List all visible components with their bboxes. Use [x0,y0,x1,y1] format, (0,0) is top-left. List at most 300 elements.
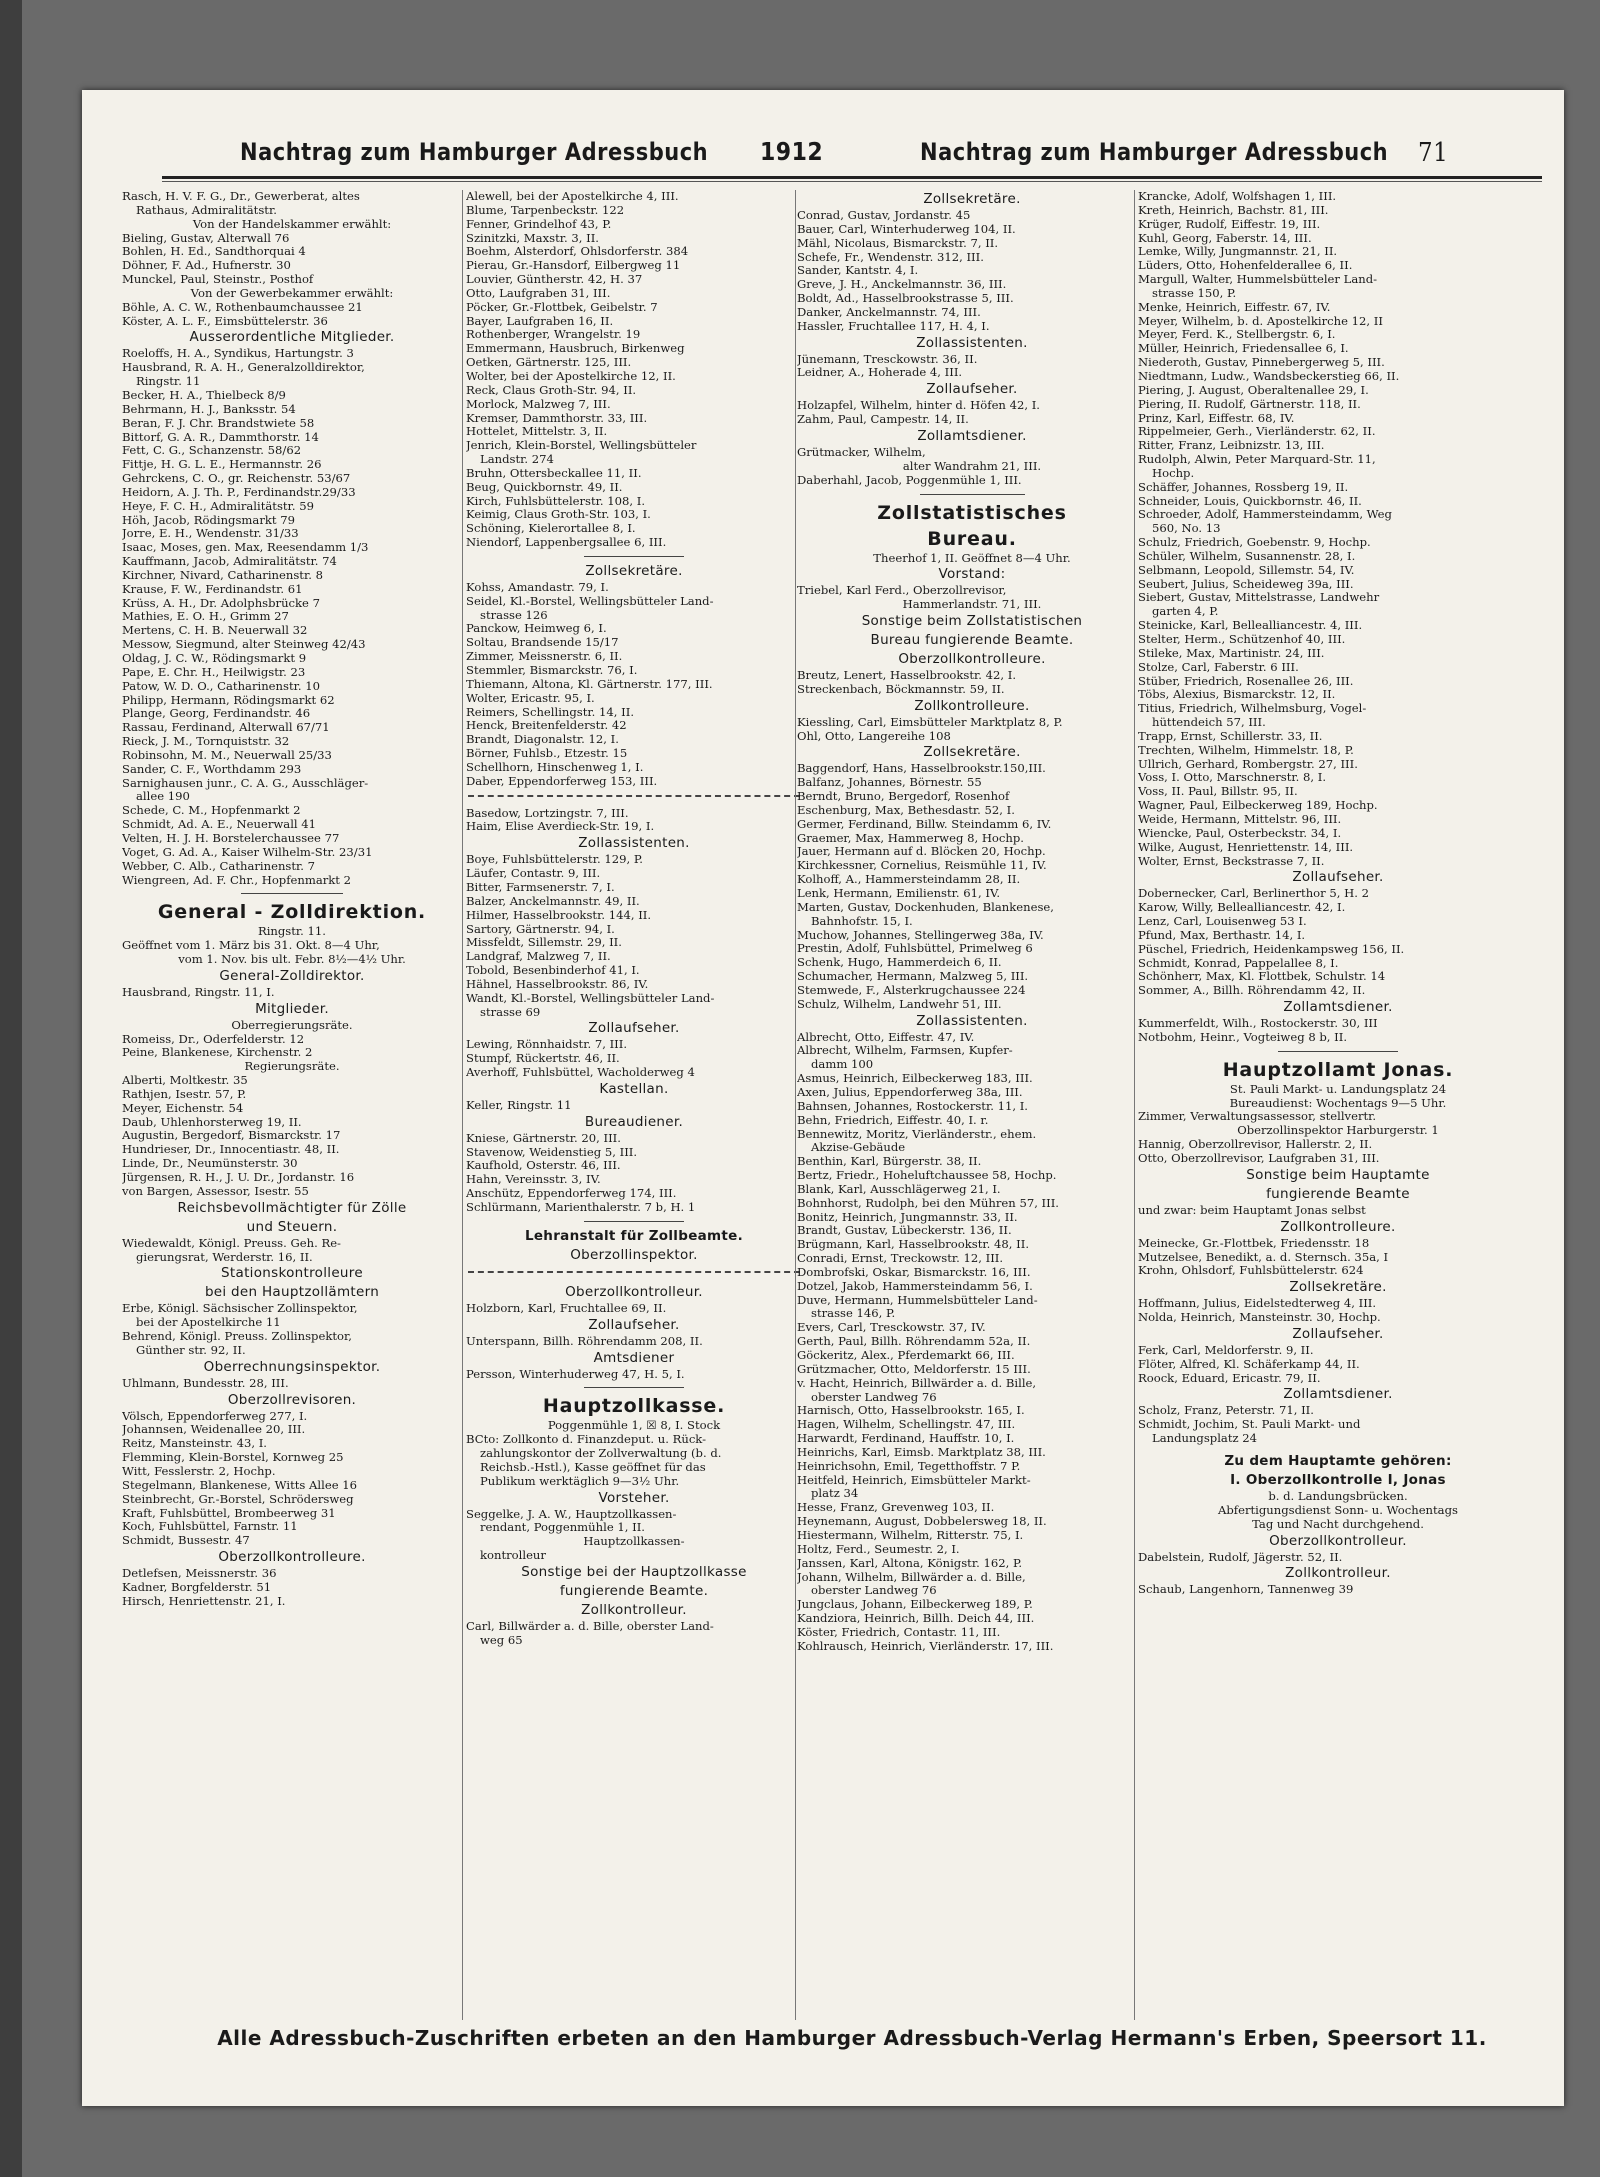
section-heading: Zollkontrolleure. [1280,1218,1396,1235]
directory-entry: Blume, Tarpenbeckstr. 122 [466,202,625,217]
directory-entry: Voss, II. Paul, Billstr. 95, II. [1138,784,1298,799]
section-heading: Oberrechnungsinspektor. [203,1358,381,1375]
page-footer: Alle Adressbuch-Zuschriften erbeten an den Hamburger Adressbuch-Verlag Hermann's Erben, Speersort 11. [217,2026,1487,2050]
directory-entry: Averhoff, Fuhlsbüttel, Wacholderweg 4 [466,1065,695,1080]
directory-entry: weg 65 [480,1632,523,1647]
separator-rule [797,488,1147,500]
directory-entry: Püschel, Friedrich, Heidenkampsweg 156, II. [1138,941,1405,956]
directory-entry: Danker, Anckelmannstr. 74, III. [797,304,981,319]
directory-entry: Hagen, Wilhelm, Schellingstr. 47, III. [797,1417,1016,1432]
directory-entry: Bahnsen, Johannes, Rostockerstr. 11, I. [797,1098,1028,1113]
section-heading: Sonstige bei der Hauptzollkasse [521,1563,747,1580]
separator-rule [468,1271,800,1277]
directory-entry: Rasch, H. V. F. G., Dr., Gewerberat, altes [122,190,360,203]
directory-entry: Oberregierungsräte. [231,1017,353,1032]
directory-entry: Steinbrecht, Gr.-Borstel, Schrödersweg [122,1491,354,1506]
directory-entry: Landgraf, Malzweg 7, II. [466,949,611,964]
directory-entry: Margull, Walter, Hummelsbütteler Land- [1138,272,1378,287]
directory-entry: Harnisch, Otto, Hasselbrookstr. 165, I. [797,1403,1025,1418]
directory-entry: Jungclaus, Johann, Eilbeckerweg 189, P. [797,1597,1033,1612]
directory-entry: Rippelmeier, Gerh., Vierländerstr. 62, II. [1138,424,1376,439]
directory-entry: Fittje, H. G. L. E., Hermannstr. 26 [122,457,322,472]
directory-entry: Rudolph, Alwin, Peter Marquard-Str. 11, [1138,452,1376,467]
section-heading: Zollassistenten. [916,334,1028,351]
directory-entry: Reck, Claus Groth-Str. 94, II. [466,382,637,397]
directory-entry: Hesse, Franz, Grevenweg 103, II. [797,1500,995,1515]
directory-entry: Rathaus, Admiralitätstr. [136,202,277,217]
directory-entry: Isaac, Moses, gen. Max, Reesendamm 1/3 [122,540,369,555]
directory-entry: Niederoth, Gustav, Pinnebergerweg 5, III. [1138,355,1385,370]
directory-entry: Börner, Fuhlsb., Etzestr. 15 [466,746,628,761]
directory-entry: Boldt, Ad., Hasselbrookstrasse 5, III. [797,291,1014,306]
directory-entry: rendant, Poggenmühle 1, II. [480,1520,645,1535]
directory-entry: Müller, Heinrich, Friedensallee 6, I. [1138,341,1349,356]
directory-entry: Behrmann, H. J., Banksstr. 54 [122,401,296,416]
directory-entry: Webber, C. Alb., Catharinenstr. 7 [122,858,316,873]
directory-entry: Velten, H. J. H. Borstelerchaussee 77 [122,830,340,845]
directory-entry: Hoffmann, Julius, Eidelstedterweg 4, III. [1138,1296,1377,1311]
directory-entry: und zwar: beim Hauptamt Jonas selbst [1138,1202,1366,1217]
directory-entry: Stüber, Friedrich, Rosenallee 26, III. [1138,673,1354,688]
directory-entry: kontrolleur [480,1548,546,1563]
directory-entry: Muchow, Johannes, Stellingerweg 38a, IV. [797,927,1044,942]
directory-entry: Tobold, Besenbinderhof 41, I. [466,963,640,978]
directory-entry: Sartory, Gärtnerstr. 94, I. [466,921,615,936]
section-heading: Vorstand: [938,566,1006,583]
directory-entry: Ringstr. 11 [136,374,201,389]
scan-edge [0,0,22,2177]
directory-entry: Schneider, Louis, Quickbornstr. 46, II. [1138,493,1362,508]
directory-entry: Schroeder, Adolf, Hammersteindamm, Weg [1138,507,1392,522]
directory-entry: Stumpf, Rückertstr. 46, II. [466,1051,620,1066]
directory-entry: Jauer, Hermann auf d. Blöcken 20, Hochp. [797,844,1046,859]
directory-entry: Dabelstein, Rudolf, Jägerstr. 52, II. [1138,1549,1343,1564]
directory-entry: Linde, Dr., Neumünsterstr. 30 [122,1156,298,1171]
directory-entry: Heitfeld, Heinrich, Eimsbütteler Markt- [797,1472,1031,1487]
section-heading: fungierende Beamte [1266,1185,1410,1202]
directory-entry: Krohn, Ohlsdorf, Fuhlsbüttelerstr. 624 [1138,1263,1364,1278]
directory-entry: Beug, Quickbornstr. 49, II. [466,479,623,494]
directory-entry: Menke, Heinrich, Eiffestr. 67, IV. [1138,299,1331,314]
directory-entry: Steinicke, Karl, Belleallianсestr. 4, III. [1138,618,1363,633]
directory-entry: Bohnhorst, Rudolph, bei den Mühren 57, III. [797,1195,1059,1210]
directory-entry: BCto: Zollkonto d. Finanzdeput. u. Rück- [466,1432,707,1447]
section-heading: Zollsekretäre. [923,191,1021,207]
directory-entry: Behn, Friedrich, Eiffestr. 40, I. r. [797,1112,989,1127]
directory-entry: Schaub, Langenhorn, Tannenweg 39 [1138,1582,1354,1597]
column-1 [122,190,462,2020]
directory-entry: Holzborn, Karl, Fruchtallee 69, II. [466,1300,667,1315]
directory-entry: Greve, J. H., Anckelmannstr. 36, III. [797,277,1007,292]
directory-entry: Boehm, Alsterdorf, Ohlsdorferstr. 384 [466,244,689,259]
section-heading: Vorsteher. [598,1489,670,1506]
header-rule [162,176,1542,179]
directory-entry: Ritter, Franz, Leibnizstr. 13, III. [1138,438,1325,453]
directory-entry: platz 34 [811,1486,859,1501]
directory-entry: Patow, W. D. O., Catharinenstr. 10 [122,678,321,693]
directory-entry: Baggendorf, Hans, Hasselbrookstr.150,III. [797,761,1046,776]
directory-entry: alter Wandrahm 21, III. [902,458,1042,473]
directory-entry: Oberzollinspektor Harburgerstr. 1 [1237,1123,1439,1138]
directory-entry: Kremser, Dammthorstr. 33, III. [466,410,648,425]
directory-entry: Wiedewaldt, Königl. Preuss. Geh. Re- [122,1235,341,1250]
section-heading: Sonstige beim Zollstatistischen [861,613,1083,630]
directory-entry: Köster, Friedrich, Contastr. 11, III. [797,1624,1001,1639]
directory-entry: Publikum werktäglich 9—3½ Uhr. [480,1473,680,1488]
directory-entry: Heinrichs, Karl, Eimsb. Marktplatz 38, III. [797,1444,1046,1459]
directory-entry: Landungsplatz 24 [1152,1431,1258,1446]
directory-entry: Robinsohn, M. M., Neuerwall 25/33 [122,747,332,762]
directory-entry: Kadner, Borgfelderstr. 51 [122,1579,272,1594]
directory-entry: damm 100 [811,1057,874,1072]
column-divider [462,190,463,2020]
directory-entry: strasse 69 [480,1004,541,1019]
directory-entry: Schenk, Hugo, Hammerdeich 6, II. [797,955,1002,970]
directory-entry: Piering, II. Rudolf, Gärtnerstr. 118, II. [1138,396,1361,411]
directory-entry: Bureaudienst: Wochentags 9—5 Uhr. [1229,1095,1447,1110]
directory-entry: Von der Gewerbekammer erwählt: [190,285,394,300]
directory-entry: Kreth, Heinrich, Bachstr. 81, III. [1138,202,1329,217]
directory-entry: Munckel, Paul, Steinstr., Posthof [122,272,314,287]
directory-entry: Hottelet, Mittelstr. 3, II. [466,424,608,439]
directory-entry: oberster Landweg 76 [811,1389,937,1404]
directory-entry: Lemke, Willy, Jungmannstr. 21, II. [1138,244,1338,259]
directory-entry: Mathies, E. O. H., Grimm 27 [122,609,289,624]
directory-entry: Selbmann, Leopold, Sillemstr. 54, IV. [1138,562,1355,577]
directory-entry: Stemmler, Bismarckstr. 76, I. [466,663,638,677]
directory-entry: Bruhn, Ottersbeckallee 11, II. [466,465,642,480]
directory-entry: Karow, Willy, Bellealliancestr. 42, I. [1138,900,1346,915]
directory-entry: Bayer, Laufgraben 16, II. [466,313,614,328]
directory-entry: Seggelke, J. A. W., Hauptzollkassen- [466,1506,677,1521]
section-heading: Ausserordentliche Mitglieder. [189,329,395,346]
directory-entry: Seidel, Kl.-Borstel, Wellingsbütteler Land- [466,593,714,608]
directory-entry: allee 190 [136,789,190,804]
directory-entry: Streckenbach, Böckmannstr. 59, II. [797,681,1005,696]
directory-entry: Wolter, bei der Apostelkirche 12, II. [466,368,676,383]
page-number: 71 [1418,138,1449,168]
directory-entry: Haim, Elise Averdieck-Str. 19, I. [466,819,655,834]
directory-entry: Bauer, Carl, Winterhuderweg 104, II. [797,221,1016,236]
section-heading: Oberzollkontrolleure. [218,1549,366,1566]
directory-entry: Bertz, Friedr., Hoheluftchaussee 58, Hochp. [797,1168,1057,1183]
directory-entry: Boye, Fuhlsbüttelerstr. 129, P. [466,852,643,867]
directory-entry: Hochp. [1152,465,1195,480]
directory-entry: Pape, E. Chr. H., Heilwigstr. 23 [122,664,306,679]
directory-entry: 560, No. 13 [1152,521,1221,536]
directory-entry: Heynemann, August, Dobbelersweg 18, II. [797,1514,1047,1529]
directory-entry: Grütmacker, Wilhelm, [797,444,926,459]
directory-entry: Ohl, Otto, Langereihe 108 [797,728,951,743]
directory-entry: Schönherr, Max, Kl. Flottbek, Schulstr. 14 [1138,969,1386,984]
directory-entry: Soltau, Brandsende 15/17 [466,635,619,650]
directory-entry: Göckeritz, Alex., Pferdemarkt 66, III. [797,1348,1015,1362]
header-rule-thin [162,181,1542,182]
directory-entry: Meinecke, Gr.-Flottbek, Friedensstr. 18 [1138,1235,1370,1250]
directory-entry: zahlungskontor der Zollverwaltung (b. d. [480,1446,722,1461]
section-heading: Zollaufseher. [926,381,1018,398]
directory-entry: Marten, Gustav, Dockenhuden, Blankenese, [797,899,1054,914]
section-heading: Mitglieder. [255,1000,329,1017]
section-heading: Zollamtsdiener. [1283,999,1393,1016]
directory-entry: Siebert, Gustav, Mittelstrasse, Landwehr [1138,590,1380,605]
directory-entry: strasse 126 [480,607,548,622]
directory-entry: von Bargen, Assessor, Isestr. 55 [122,1183,309,1198]
directory-entry: Ringstr. 11. [257,924,326,939]
directory-entry: Asmus, Heinrich, Eilbeckerweg 183, III. [797,1071,1033,1086]
directory-entry: Mutzelsee, Benedikt, a. d. Sternsch. 35a, I [1138,1249,1389,1264]
directory-entry: Hausbrand, R. A. H., Generalzolldirektor, [122,360,365,375]
directory-entry: Von der Handelskammer erwählt: [192,216,392,231]
section-heading: Zollaufseher. [1292,869,1384,886]
directory-entry: Rieck, J. M., Tornquiststr. 32 [122,734,290,749]
directory-entry: Schmidt, Bussestr. 47 [122,1533,250,1548]
directory-entry: Jünemann, Tresckowstr. 36, II. [797,351,978,366]
directory-entry: Wiengreen, Ad. F. Chr., Hopfenmarkt 2 [122,872,352,887]
directory-entry: Läufer, Contastr. 9, III. [466,866,601,881]
directory-entry: Gehrckens, C. O., gr. Reichenstr. 53/67 [122,471,351,486]
directory-entry: Ullrich, Gerhard, Rombergstr. 27, III. [1138,756,1358,771]
directory-entry: Kaufhold, Osterstr. 46, III. [466,1158,621,1173]
directory-entry: gierungsrat, Werderstr. 16, II. [136,1249,313,1264]
section-heading: Bureaudiener. [584,1113,684,1130]
directory-entry: Bennewitz, Moritz, Vierländerstr., ehem. [797,1126,1037,1141]
directory-entry: Johann, Wilhelm, Billwärder a. d. Bille, [797,1569,1026,1584]
section-heading: Zu dem Hauptamte gehören: [1224,1452,1452,1469]
directory-entry: Missfeldt, Sillemstr. 29, II. [466,935,622,950]
directory-entry: Janssen, Karl, Altona, Königstr. 162, P. [797,1555,1023,1570]
directory-entry: St. Pauli Markt- u. Landungsplatz 24 [1229,1081,1447,1096]
directory-entry: Balfanz, Johannes, Börnestr. 55 [797,775,982,790]
directory-entry: Augustin, Bergedorf, Bismarckstr. 17 [122,1128,341,1143]
directory-entry: Evers, Carl, Tresckowstr. 37, IV. [797,1320,986,1335]
directory-entry: Plange, Georg, Ferdinandstr. 46 [122,706,311,721]
directory-entry: Bohlen, H. Ed., Sandthorquai 4 [122,244,306,259]
directory-entry: Basedow, Lortzingstr. 7, III. [466,805,629,820]
section-heading: Zollkontrolleure. [914,697,1030,714]
directory-entry: Berndt, Bruno, Bergedorf, Rosenhof [797,789,1010,804]
section-heading: Zollaufseher. [588,1316,680,1333]
directory-entry: Heinrichsohn, Emil, Tegetthoffstr. 7 P. [797,1458,1021,1473]
directory-entry: Holtz, Ferd., Seumestr. 2, I. [797,1541,960,1556]
directory-entry: Hähnel, Hasselbrookstr. 86, IV. [466,976,649,991]
header-title-right: Nachtrag zum Hamburger Adressbuch [920,138,1389,166]
directory-entry: Unterspann, Billh. Röhrendamm 208, II. [466,1333,703,1348]
directory-entry: Niedtmann, Ludw., Wandsbeckerstieg 66, II. [1138,368,1400,383]
directory-entry: Conrad, Gustav, Jordanstr. 45 [797,208,971,222]
section-heading: Zollstatistisches [877,501,1067,524]
directory-entry: Kirch, Fuhlsbüttelerstr. 108, I. [466,493,646,508]
directory-entry: Kuhl, Georg, Faberstr. 14, III. [1138,230,1312,245]
section-heading: fungierende Beamte. [559,1582,709,1599]
column-2 [466,190,802,2020]
section-heading: Zollkontrolleur. [1285,1565,1391,1582]
directory-entry: Kniese, Gärtnerstr. 20, III. [466,1130,621,1145]
directory-entry: Panckow, Heimweg 6, I. [466,621,607,636]
directory-entry: Dotzel, Jakob, Hammersteindamm 56, I. [797,1278,1033,1293]
directory-entry: Kummerfeldt, Wilh., Rostockerstr. 30, III [1138,1016,1378,1031]
directory-entry: Peine, Blankenese, Kirchenstr. 2 [122,1045,313,1060]
section-heading: Reichsbevollmächtigter für Zölle [177,1199,407,1216]
directory-entry: Sommer, A., Billh. Röhrendamm 42, II. [1138,983,1366,998]
directory-entry: Bahnhofstr. 15, I. [811,913,913,928]
section-heading: Bureau fungierende Beamte. [870,632,1074,649]
directory-entry: Zahm, Paul, Campestr. 14, II. [797,412,969,427]
directory-entry: Philipp, Hermann, Rödingsmarkt 62 [122,692,335,707]
directory-entry: Eschenburg, Max, Bethesdastr. 52, I. [797,802,1015,817]
directory-entry: strasse 150, P. [1152,285,1237,300]
directory-entry: Regierungsräte. [244,1059,340,1074]
directory-entry: Mähl, Nicolaus, Bismarckstr. 7, II. [797,235,999,250]
separator-rule [466,550,802,562]
directory-entry: Henck, Breitenfelderstr. 42 [466,718,627,733]
directory-entry: Dombrofski, Oskar, Bismarckstr. 16, III. [797,1264,1031,1279]
directory-entry: Kirchner, Nivard, Catharinenstr. 8 [122,567,323,582]
section-heading: Stationskontrolleure [221,1265,363,1282]
directory-entry: Hammerlandstr. 71, III. [902,597,1042,612]
directory-entry: bei der Apostelkirche 11 [136,1315,281,1330]
directory-entry: Reimers, Schellingstr. 14, II. [466,704,635,719]
section-heading: Oberzollkontrolleur. [565,1283,703,1300]
directory-entry: strasse 146, P. [811,1306,896,1321]
directory-entry: Kraft, Fuhlsbüttel, Brombeerweg 31 [122,1505,336,1520]
directory-entry: Ferk, Carl, Meldorferstr. 9, II. [1138,1342,1314,1357]
directory-entry: Brandt, Diagonalstr. 12, I. [466,732,619,747]
directory-entry: Kohlrausch, Heinrich, Vierländerstr. 17, III. [797,1638,1054,1653]
directory-entry: Meyer, Wilhelm, b. d. Apostelkirche 12, II [1138,313,1383,328]
directory-entry: Schumacher, Hermann, Malzweg 5, III. [797,969,1029,984]
directory-entry: Schlürmann, Marienthalerstr. 7 b, H. 1 [466,1200,696,1214]
directory-entry: Triebel, Karl Ferd., Oberzollrevisor, [797,583,1007,598]
directory-entry: Holzapfel, Wilhelm, hinter d. Höfen 42, I. [797,398,1040,413]
directory-entry: Koch, Fuhlsbüttel, Farnstr. 11 [122,1519,298,1534]
directory-entry: Trapp, Ernst, Schillerstr. 33, II. [1138,728,1323,743]
section-heading: I. Oberzollkontrolle I, Jonas [1230,1471,1446,1488]
directory-entry: Johannsen, Weidenallee 20, III. [122,1422,306,1437]
section-heading: Zollsekretäre. [585,562,683,579]
section-heading: Oberzollinspektor. [570,1246,698,1263]
directory-entry: Flöter, Alfred, Kl. Schäferkamp 44, II. [1138,1356,1360,1371]
directory-entry: Töbs, Alexius, Bismarckstr. 12, II. [1138,687,1336,702]
directory-entry: Wolter, Ericastr. 95, I. [466,690,595,705]
directory-entry: Brügmann, Karl, Hasselbrookstr. 48, II. [797,1237,1030,1252]
directory-entry: Reichsb.-Hstl.), Kasse geöffnet für das [480,1459,706,1474]
directory-entry: Wiencke, Paul, Osterbeckstr. 34, I. [1138,825,1342,840]
section-heading: Hauptzollamt Jonas. [1222,1058,1454,1081]
directory-entry: Sander, Kantstr. 4, I. [797,263,919,278]
directory-entry: Wilke, August, Henriettenstr. 14, III. [1138,839,1354,854]
directory-entry: Kohss, Amandastr. 79, I. [466,579,609,594]
directory-entry: Fenner, Grindelhof 43, P. [466,216,612,231]
directory-entry: Stegelmann, Blankenese, Witts Allee 16 [122,1477,357,1492]
directory-entry: Benthin, Karl, Bürgerstr. 38, II. [797,1154,982,1169]
section-heading: Oberzollrevisoren. [227,1391,357,1408]
section-heading: Zollsekretäre. [1289,1279,1387,1296]
directory-entry: Beran, F. J. Chr. Brandstwiete 58 [122,415,315,430]
directory-entry: Schöning, Kielerortallee 8, I. [466,521,636,536]
directory-entry: Reitz, Mansteinstr. 43, I. [122,1436,267,1451]
directory-entry: Abfertigungsdienst Sonn- u. Wochentags [1218,1502,1458,1517]
directory-entry: Notbohm, Heinr., Vogteiweg 8 b, II. [1138,1029,1348,1044]
directory-entry: Kandziora, Heinrich, Billh. Deich 44, III. [797,1611,1035,1626]
directory-entry: Blank, Karl, Ausschlägerweg 21, I. [797,1181,1001,1196]
separator-rule [466,1381,802,1393]
directory-entry: Hilmer, Hasselbrookstr. 144, II. [466,907,652,922]
directory-entry: Uhlmann, Bundesstr. 28, III. [122,1375,289,1390]
directory-entry: Hiestermann, Wilhelm, Ritterstr. 75, I. [797,1527,1024,1542]
directory-entry: Flemming, Klein-Borstel, Kornweg 25 [122,1450,344,1465]
directory-entry: Schmidt, Jochim, St. Pauli Markt- und [1138,1417,1361,1432]
separator-rule [468,795,800,801]
directory-entry: Harwardt, Ferdinand, Hauffstr. 10, I. [797,1431,1015,1446]
directory-entry: Carl, Billwärder a. d. Bille, oberster Land- [466,1618,714,1633]
section-heading: General-Zolldirektor. [219,967,365,984]
directory-entry: Jürgensen, R. H., J. U. Dr., Jordanstr. 16 [122,1170,355,1184]
section-heading: Zollaufseher. [588,1020,680,1037]
directory-entry: Szinitzki, Maxstr. 3, II. [466,230,599,245]
section-heading: Zollamtsdiener. [917,427,1027,444]
directory-entry: Heidorn, A. J. Th. P., Ferdinandstr.29/33 [122,484,356,499]
section-heading: Zollamtsdiener. [1283,1386,1393,1403]
directory-entry: Brandt, Gustav, Lübeckerstr. 136, II. [797,1223,1012,1238]
section-heading: Oberzollkontrolleur. [1269,1532,1407,1549]
directory-entry: Piering, J. August, Oberaltenallee 29, I. [1138,382,1369,397]
directory-entry: Geöffnet vom 1. März bis 31. Okt. 8—4 Uhr, [122,938,380,953]
directory-entry: Lenz, Carl, Louisenweg 53 I. [1138,914,1307,929]
directory-entry: Pfund, Max, Berthastr. 14, I. [1138,927,1306,942]
separator-rule [122,887,462,899]
directory-entry: Nolda, Heinrich, Mansteinstr. 30, Hochp. [1138,1310,1381,1325]
directory-entry: garten 4, P. [1152,604,1219,619]
directory-entry: Mertens, C. H. B. Neuerwall 32 [122,623,308,638]
directory-entry: Sarnighausen junr., C. A. G., Ausschläger- [122,775,369,790]
directory-entry: Höh, Jacob, Rödingsmarkt 79 [122,512,296,527]
directory-entry: Erbe, Königl. Sächsischer Zollinspektor, [122,1301,358,1316]
directory-entry: Bonitz, Heinrich, Jungmannstr. 33, II. [797,1209,1018,1224]
directory-entry: Detlefsen, Meissnerstr. 36 [122,1566,277,1581]
directory-entry: Pöcker, Gr.-Flottbek, Geibelstr. 7 [466,299,658,314]
directory-entry: Thiemann, Altona, Kl. Gärtnerstr. 177, III. [466,676,713,691]
directory-entry: Schellhorn, Hinschenweg 1, I. [466,759,644,774]
directory-entry: v. Hacht, Heinrich, Billwärder a. d. Bille, [797,1375,1037,1390]
section-heading: und Steuern. [246,1218,338,1235]
directory-entry: Krüger, Rudolf, Eiffestr. 19, III. [1138,216,1321,231]
section-heading: Zollassistenten. [578,835,690,852]
directory-entry: Weide, Hermann, Mittelstr. 96, III. [1138,811,1342,826]
directory-entry: Conradi, Ernst, Treckowstr. 12, III. [797,1251,1004,1266]
directory-entry: Prinz, Karl, Eiffestr. 68, IV. [1138,410,1295,425]
section-heading: Sonstige beim Hauptamte [1246,1166,1430,1183]
directory-entry: Voss, I. Otto, Marschnerstr. 8, I. [1138,770,1327,785]
directory-entry: Theerhof 1, II. Geöffnet 8—4 Uhr. [873,550,1071,565]
directory-entry: vom 1. Nov. bis ult. Febr. 8½—4½ Uhr. [178,952,406,967]
page-header [82,90,1564,178]
directory-entry: Kauffmann, Jacob, Admiralitätstr. 74 [122,554,337,569]
directory-entry: Louvier, Güntherstr. 42, H. 37 [466,272,643,287]
directory-entry: Schäffer, Johannes, Rossberg 19, II. [1138,479,1349,494]
directory-entry: Tag und Nacht durchgehend. [1252,1516,1424,1531]
directory-entry: Krüss, A. H., Dr. Adolphsbrücke 7 [122,595,320,610]
directory-entry: Roeloffs, H. A., Syndikus, Hartungstr. 3 [122,346,354,361]
directory-entry: Schulz, Friedrich, Goebenstr. 9, Hochp. [1138,535,1371,550]
directory-entry: hüttendeich 57, III. [1152,715,1266,730]
directory-entry: Otto, Oberzollrevisor, Laufgraben 31, III. [1138,1151,1380,1165]
directory-entry: Oetken, Gärtnerstr. 125, III. [466,355,632,370]
directory-entry: Bieling, Gustav, Alterwall 76 [122,230,290,245]
directory-entry: Krause, F. W., Ferdinandstr. 61 [122,581,303,596]
directory-entry: Behrend, Königl. Preuss. Zollinspektor, [122,1329,352,1344]
directory-entry: Gerth, Paul, Billh. Röhrendamm 52a, II. [797,1334,1031,1349]
